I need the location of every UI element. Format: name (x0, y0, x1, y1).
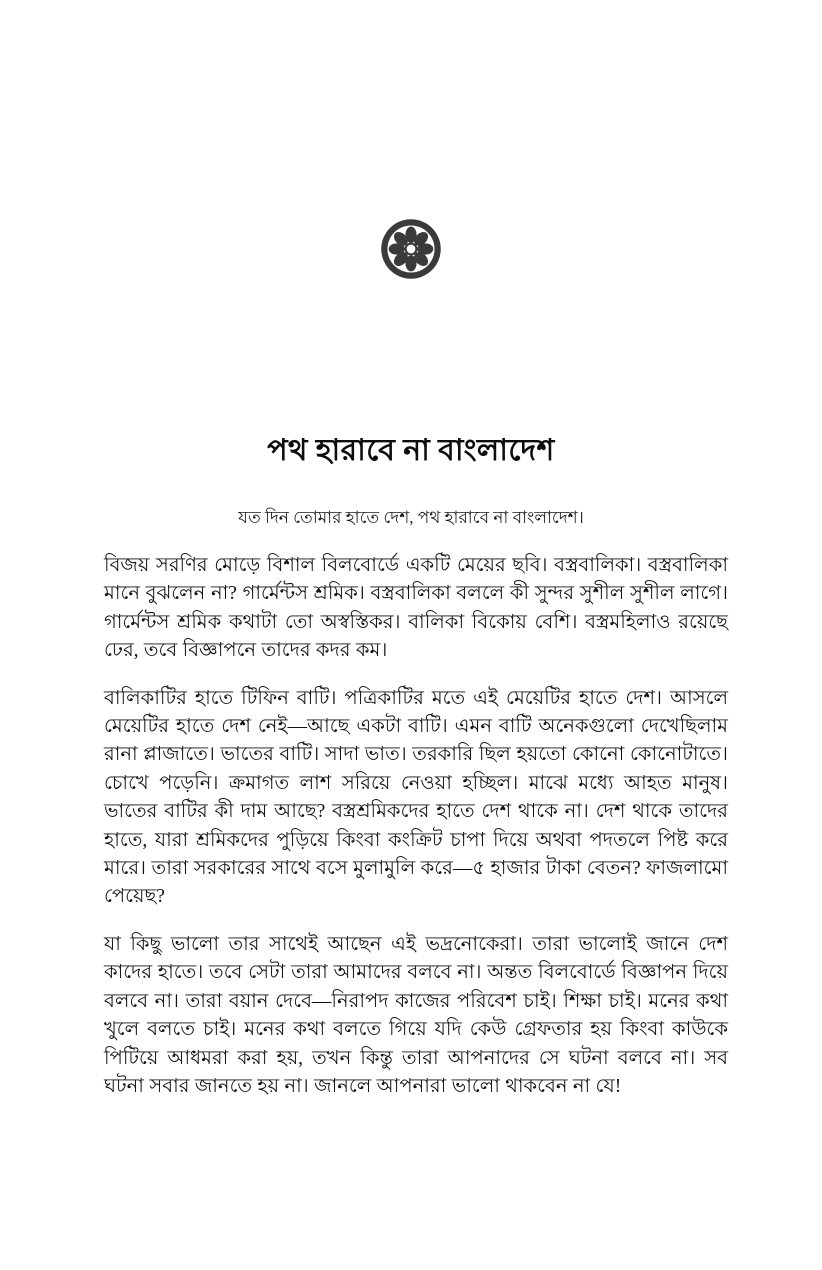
paragraph: যা কিছু ভালো তার সাথেই আছেন এই ভদ্রনোকেরা। তারা ভালোই জানে দেশ কাদের হাতে। তবে সেটা তারা আমাদের বলবে না। অন্তত বিলবোর্ডে বিজ্ঞাপন দিয়ে বলবে না। তারা বয়ান দেবে—নিরাপদ কাজের পরিবেশ চাই। শিক্ষা চাই। মনের কথা খুলে বলতে চাই। মনের কথা বলতে গিয়ে যদি কেউ গ্রেফতার হয় কিংবা কাউকে পিটিয়ে আধমরা করা হয়, তখন কিন্তু তারা আপনাদের সে ঘটনা বলবে না। সব ঘটনা সবার জানতে হয় না। জানলে আপনারা ভালো থাকবেন না যে! (104, 933, 728, 1097)
chapter-title: পথ হারাবে না বাংলাদেশ (267, 434, 555, 467)
chapter-ornament (0, 218, 822, 280)
chapter-epigraph: যত দিন তোমার হাতে দেশ, পথ হারাবে না বাংলাদেশ। (238, 508, 584, 527)
paragraph: বিজয় সরণির মোড়ে বিশাল বিলবোর্ডে একটি মেয়ের ছবি। বস্ত্রবালিকা। বস্ত্রবালিকা মানে বুঝলেন না? গার্মেন্টস শ্রমিক। বস্ত্রবালিকা বললে কী সুন্দর সুশীল সুশীল লাগে। গার্মেন্টস শ্রমিক কথাটা তো অস্বস্তিকর। বালিকা বিকোয় বেশি। বস্ত্রমহিলাও রয়েছে ঢের, তবে বিজ্ঞাপনে তাদের কদর কম। (104, 555, 728, 662)
paragraph: বালিকাটির হাতে টিফিন বাটি। পত্রিকাটির মতে এই মেয়েটির হাতে দেশ। আসলে মেয়েটির হাতে দেশ নেই—আছে একটা বাটি। এমন বাটি অনেকগুলো দেখেছিলাম রানা প্লাজাতে। ভাতের বাটি। সাদা ভাত। তরকারি ছিল হয়তো কোনো কোনোটাতে। চোখে পড়েনি। ক্রমাগত লাশ সরিয়ে নেওয়া হচ্ছিল। মাঝে মধ্যে আহত মানুষ। ভাতের বাটির কী দাম আছে? বস্ত্রশ্রমিকদের হাতে দেশ থাকে না। দেশ থাকে তাদের হাতে, যারা শ্রমিকদের পুড়িয়ে কিংবা কংক্রিট চাপা দিয়ে অথবা পদতলে পিষ্ট করে মারে। তারা সরকারের সাথে বসে মুলামুলি করে—৫ হাজার টাকা বেতন? ফাজলামো পেয়েছ? (104, 687, 728, 908)
body-text (104, 552, 728, 1101)
wheel-rosette-icon (381, 219, 441, 279)
